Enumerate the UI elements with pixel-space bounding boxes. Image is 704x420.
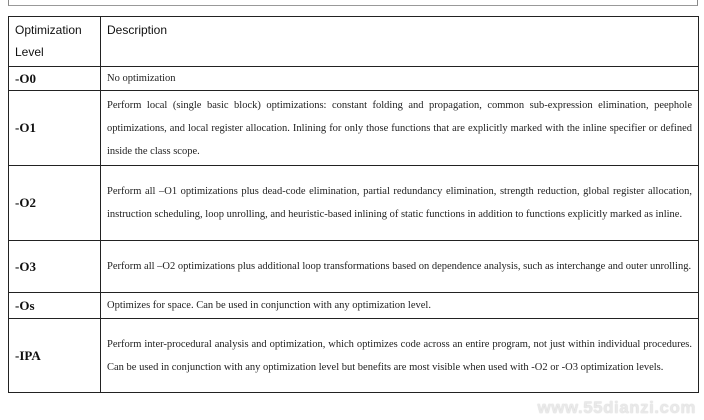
table-row-o1: [9, 91, 699, 166]
description-cell: Perform all –O1 optimizations plus dead-code elimination, partial redundancy elimination, strength reduction, global register allocation, instruction scheduling, loop unrolling, and heuristic-based inlining of static functions in addition to functions explicitly marked as inline.: [101, 166, 699, 241]
table-header-row: [9, 17, 699, 67]
level-cell: -O3: [9, 241, 101, 293]
header-description: Description: [101, 17, 699, 67]
table-row-o0: [9, 67, 699, 91]
level-cell: -Os: [9, 293, 101, 319]
description-cell: Perform all –O2 optimizations plus additional loop transformations based on dependence analysis, such as interchange and outer unrolling.: [101, 241, 699, 293]
table-row-o2: [9, 166, 699, 241]
description-cell: Optimizes for space. Can be used in conjunction with any optimization level.: [101, 293, 699, 319]
level-cell: -IPA: [9, 319, 101, 393]
header-optimization-level: Optimization Level: [9, 17, 101, 67]
previous-table-edge: [8, 0, 698, 6]
level-cell: -O2: [9, 166, 101, 241]
table-row-ipa: [9, 319, 699, 393]
table-row-os: [9, 293, 699, 319]
description-cell: No optimization: [101, 67, 699, 91]
level-cell: -O0: [9, 67, 101, 91]
table-row-o3: [9, 241, 699, 293]
description-cell: Perform inter-procedural analysis and optimization, which optimizes code across an entire program, not just within individual procedures. Can be used in conjunction with any optimization level but benefits are most visible when used with -O2 or -O3 optimization levels.: [101, 319, 699, 393]
watermark-text: www.55dianzi.com: [537, 398, 696, 417]
description-cell: Perform local (single basic block) optimizations: constant folding and propagation, common sub-expression elimination, peephole optimizations, and local register allocation. Inlining for only those functions that are explicitly marked with the inline specifier or defined inside the class scope.: [101, 91, 699, 166]
level-cell: -O1: [9, 91, 101, 166]
optimization-levels-table: [8, 16, 699, 393]
